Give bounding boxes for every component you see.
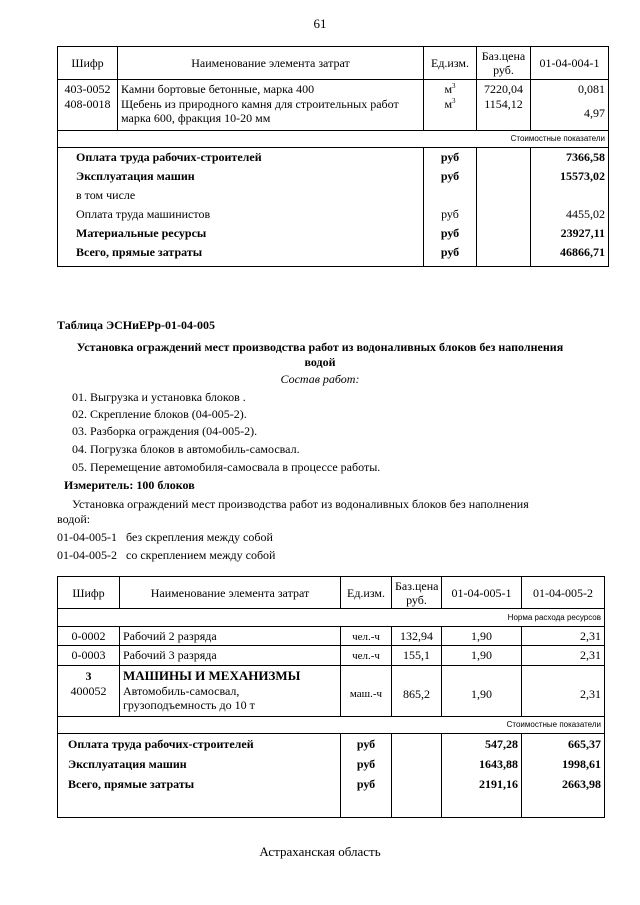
group-name: МАШИНЫ И МЕХАНИЗМЫ — [123, 668, 301, 683]
summary-value: 46866,71 — [531, 243, 609, 267]
summary-label: в том числе — [58, 186, 424, 205]
row-name: Рабочий 2 разряда — [120, 627, 341, 646]
row-price: 1154,12 — [477, 97, 531, 131]
table-header — [58, 577, 605, 609]
machine-unit: маш.-ч — [341, 666, 392, 717]
row-price: 7220,04 — [477, 80, 531, 97]
variant-item — [57, 530, 273, 545]
row-value-2: 2,31 — [522, 627, 605, 646]
summary-value: 15573,02 — [531, 167, 609, 186]
group-name-cell — [120, 666, 341, 717]
summary-price-empty — [477, 186, 531, 205]
group-code-cell — [58, 666, 120, 717]
summary-value: 4455,02 — [531, 205, 609, 224]
summary-price-empty — [477, 205, 531, 224]
section-label-row — [58, 131, 609, 148]
summary-row — [58, 774, 605, 818]
variant-code: 01-04-005-2 — [57, 548, 117, 562]
description-line2: водой: — [57, 512, 91, 526]
work-step: 05. Перемещение автомобиля-самосвала в процессе работы. — [72, 460, 381, 474]
table-header — [58, 47, 609, 80]
machine-price: 865,2 — [392, 666, 442, 717]
resource-table-1 — [57, 46, 609, 267]
summary-price-empty — [392, 774, 442, 818]
row-value-2: 2,31 — [522, 646, 605, 666]
summary-unit: руб — [424, 205, 477, 224]
table-row — [58, 627, 605, 646]
row-price: 155,1 — [392, 646, 442, 666]
section-label: Стоимостные показатели — [58, 131, 609, 148]
variant-text: без скрепления между собой — [126, 530, 273, 544]
summary-label: Оплата труда рабочих-строителей — [58, 148, 424, 167]
table-row — [58, 646, 605, 666]
row-unit: $м^3$ — [424, 80, 477, 97]
work-step: 01. Выгрузка и установка блоков . — [72, 390, 246, 404]
summary-label: Эксплуатация машин — [58, 167, 424, 186]
summary-unit: руб — [424, 148, 477, 167]
machine-code: 400052 — [70, 684, 107, 698]
work-step: 04. Погрузка блоков в автомобиль-самосвал. — [72, 442, 300, 456]
row-name: Камни бортовые бетонные, марка 400 — [118, 80, 424, 97]
norm-label: Норма расхода ресурсов — [58, 609, 605, 627]
summary-label: Эксплуатация машин — [58, 754, 341, 774]
page-number: 61 — [313, 16, 327, 31]
section-label: Стоимостные показатели — [58, 717, 605, 734]
col-header-unit: Ед.изм. — [424, 47, 477, 80]
summary-label: Всего, прямые затраты — [58, 243, 424, 267]
summary-row — [58, 205, 609, 224]
summary-unit: руб — [424, 224, 477, 243]
summary-row — [58, 224, 609, 243]
summary-unit: руб — [424, 243, 477, 267]
summary-row — [58, 754, 605, 774]
row-code: 408-0018 — [58, 97, 118, 131]
section-heading-line1: Установка ограждений мест производства работ из водоналивных блоков без наполнения — [76, 340, 564, 354]
row-name: Щебень из природного камня для строительных работ марка 600, фракция 10-20 мм — [118, 97, 424, 131]
measure-label: Измеритель: 100 блоков — [64, 478, 195, 492]
col-header-norm-1: 01-04-005-1 — [442, 577, 522, 609]
summary-row — [58, 243, 609, 267]
row-code: 403-0052 — [58, 80, 118, 97]
summary-unit: руб — [341, 754, 392, 774]
description-line1: Установка ограждений мест производства работ из водоналивных блоков без наполнения — [72, 497, 529, 511]
row-value-1: 1,90 — [442, 627, 522, 646]
summary-value — [531, 186, 609, 205]
resource-table-2 — [57, 576, 605, 818]
summary-row — [58, 734, 605, 754]
variant-text: со скреплением между собой — [126, 548, 276, 562]
row-value: 0,081 — [531, 80, 609, 97]
summary-unit: руб — [341, 734, 392, 754]
row-unit: $м^3$ — [424, 97, 477, 131]
summary-price-empty — [477, 243, 531, 267]
summary-value: 23927,11 — [531, 224, 609, 243]
table-row — [58, 80, 609, 97]
summary-label: Оплата труда машинистов — [58, 205, 424, 224]
summary-value-1: 547,28 — [442, 734, 522, 754]
row-value-1: 1,90 — [442, 646, 522, 666]
summary-value-1: 2191,16 — [442, 774, 522, 818]
col-header-unit: Ед.изм. — [341, 577, 392, 609]
col-header-name: Наименование элемента затрат — [118, 47, 424, 80]
summary-label: Оплата труда рабочих-строителей — [58, 734, 341, 754]
col-header-code: Шифр — [58, 577, 120, 609]
page-footer: Астраханская область — [259, 844, 381, 859]
norm-label-row — [58, 609, 605, 627]
summary-row — [58, 148, 609, 167]
summary-row — [58, 186, 609, 205]
section-heading-line2: водой — [304, 355, 336, 369]
machine-value-1: 1,90 — [442, 666, 522, 717]
table-title: Таблица ЭСНиЕРр-01-04-005 — [57, 318, 216, 332]
summary-row — [58, 167, 609, 186]
machine-group-row — [58, 666, 605, 717]
work-step: 02. Скрепление блоков (04-005-2). — [72, 407, 247, 421]
col-header-norm: 01-04-004-1 — [531, 47, 609, 80]
machine-name-line1: Автомобиль-самосвал, — [123, 684, 240, 698]
row-code: 0-0002 — [58, 627, 120, 646]
summary-price-empty — [477, 224, 531, 243]
row-value: 4,97 — [531, 97, 609, 131]
summary-price-empty — [477, 167, 531, 186]
row-code: 0-0003 — [58, 646, 120, 666]
summary-label: Материальные ресурсы — [58, 224, 424, 243]
variant-code: 01-04-005-1 — [57, 530, 117, 544]
summary-unit: руб — [424, 167, 477, 186]
row-name: Рабочий 3 разряда — [120, 646, 341, 666]
machine-value-2: 2,31 — [522, 666, 605, 717]
work-step: 03. Разборка ограждения (04-005-2). — [72, 424, 258, 438]
row-unit: чел.-ч — [341, 646, 392, 666]
row-unit: чел.-ч — [341, 627, 392, 646]
col-header-norm-2: 01-04-005-2 — [522, 577, 605, 609]
summary-value: 7366,58 — [531, 148, 609, 167]
summary-unit: руб — [341, 774, 392, 818]
summary-value-1: 1643,88 — [442, 754, 522, 774]
summary-value-2: 2663,98 — [522, 774, 605, 818]
col-header-name: Наименование элемента затрат — [120, 577, 341, 609]
summary-label: Всего, прямые затраты — [58, 774, 341, 818]
summary-price-empty — [392, 754, 442, 774]
table-row — [58, 97, 609, 131]
col-header-code: Шифр — [58, 47, 118, 80]
machine-name-line2: грузоподъемность до 10 т — [123, 698, 255, 712]
variant-item — [57, 548, 275, 563]
composition-label: Состав работ: — [280, 372, 360, 386]
section-label-row — [58, 717, 605, 734]
col-header-price: Баз.цена руб. — [392, 577, 442, 609]
group-code: 3 — [85, 669, 92, 683]
summary-value-2: 1998,61 — [522, 754, 605, 774]
summary-value-2: 665,37 — [522, 734, 605, 754]
summary-price-empty — [477, 148, 531, 167]
row-price: 132,94 — [392, 627, 442, 646]
summary-price-empty — [392, 734, 442, 754]
summary-unit — [424, 186, 477, 205]
col-header-price: Баз.цена руб. — [477, 47, 531, 80]
